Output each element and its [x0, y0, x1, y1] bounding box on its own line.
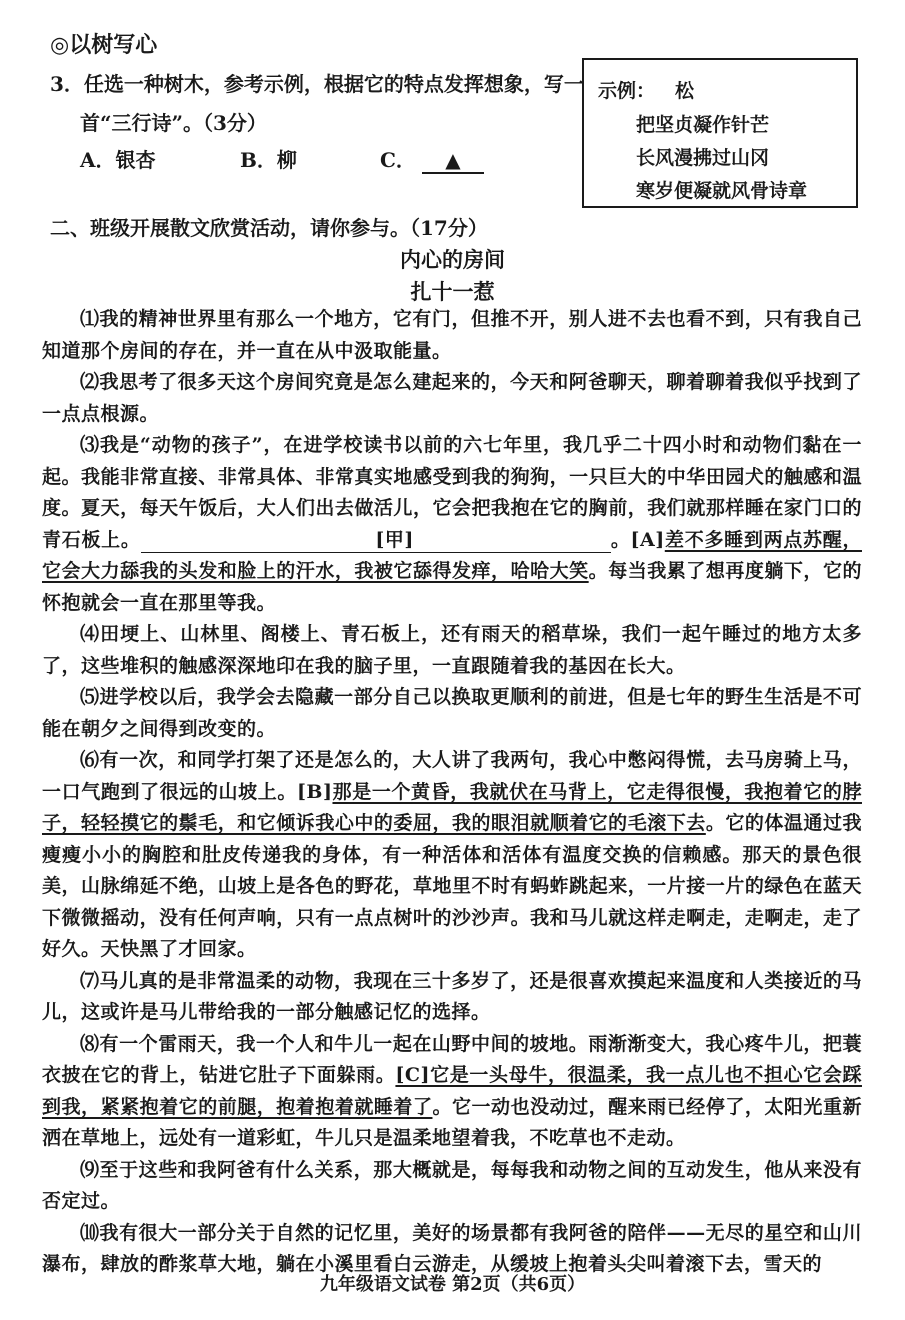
example-tree: 松: [675, 80, 695, 102]
question-3-line-2: 首“三行诗”。（3分）: [80, 111, 267, 135]
blank-jia: [甲]: [141, 528, 611, 553]
paragraph-5: ⑸进学校以后，我学会去隐藏一部分自己以换取更顺利的前进，但是七年的野生生活是不可能在朝夕之间得到改变的。: [42, 686, 862, 740]
example-line-1: 把坚贞凝作针芒: [636, 114, 770, 136]
option-c-label: C．: [380, 148, 416, 172]
option-c: [380, 140, 484, 180]
paragraph-4: ⑷田埂上、山林里、阁楼上、青石板上，还有雨天的稻草垛，我们一起午睡过的地方太多了，这些堆积的触感深深地印在我的脑子里，一直跟随着我的基因在长大。: [42, 623, 862, 677]
example-label: 示例： 松: [598, 80, 695, 102]
example-line-2: 长风漫拂过山冈: [636, 147, 770, 169]
page-footer: 九年级语文试卷 第2页（共6页）: [319, 1274, 586, 1295]
example-box: [582, 58, 858, 208]
paragraph-10: ⑽我有很大一部分关于自然的记忆里，美好的场景都有我阿爸的陪伴——无尽的星空和山川瀑布，肆放的酢浆草大地，躺在小溪里看白云游走，从缓坡上抱着头尖叫着滚下去，雪天的: [42, 1221, 862, 1275]
question-3-line-1: 3．任选一种树木，参考示例，根据它的特点发挥想象，写一: [50, 72, 584, 96]
paragraph-8: ⑻有一个雷雨天，我一个人和牛儿一起在山野中间的坡地。雨渐渐变大，我心疼牛儿，把蓑衣披在它的背上，钻进它肚子下面躲雨。[C]它是一头母牛，很温柔，我一点儿也不担心它会踩到我，紧紧抱着它的前腿，抱着抱着就睡着了。它一动也没动过，醒来雨已经停了，太阳光重新洒在草地上，远处有一道彩虹，牛儿只是温柔地望着我，不吃草也不走动。: [42, 1032, 862, 1149]
paragraph-1: ⑴我的精神世界里有那么一个地方，它有门，但推不开，别人进不去也看不到，只有我自己知道那个房间的存在，并一直在从中汲取能量。: [42, 308, 862, 362]
paragraph-6: ⑹有一次，和同学打架了还是怎么的，大人讲了我两句，我心中憋闷得慌，去马房骑上马，一口气跑到了很远的山坡上。[B]那是一个黄昏，我就伏在马背上，它走得很慢，我抱着它的脖子，轻轻摸它的鬃毛，和它倾诉我心中的委屈，我的眼泪就顺着它的毛滚下去。它的体温通过我瘦瘦小小的胸腔和肚皮传递我的身体，有一种活体和活体有温度交换的信赖感。那天的景色很美，山脉绵延不绝，山坡上是各色的野花，草地里不时有蚂蚱跳起来，一片接一片的绿色在蓝天下微微摇动，没有任何声响，只有一点点树叶的沙沙声。我和马儿就这样走啊走，走啊走，走了好久。天快黑了才回家。: [42, 749, 862, 960]
example-line-3: 寒岁便凝就风骨诗章: [636, 180, 808, 202]
paragraph-3: ⑶我是“动物的孩子”，在进学校读书以前的六七年里，我几乎二十四小时和动物们黏在一起。我能非常直接、非常具体、非常真实地感受到我的狗狗，一只巨大的中华田园犬的触感和温度。夏天，每天午饭后，大人们出去做活儿，它会把我抱在它的胸前，我们就那样睡在家门口的青石板上。 [甲] 。[A]差不多睡到两点苏醒，它会大力舔我的头发和脸上的汗水，我被它舔得发痒，哈哈大笑。每当我累了想再度躺下，它的怀抱就会一直在那里等我。: [42, 434, 862, 614]
paragraph-9: ⑼至于这些和我阿爸有什么关系，那大概就是，每每我和动物之间的互动发生，他从来没有否定过。: [42, 1158, 862, 1212]
essay-author: 扎十一惹: [410, 279, 495, 304]
part-2-title: 二、班级开展散文欣赏活动，请你参与。（17分）: [50, 216, 488, 240]
essay-body: [42, 304, 862, 1281]
option-b: B．柳: [240, 148, 297, 172]
underlined-sentence-c: [C]它是一头母牛，很温柔，我一点儿也不担心它会踩到我，紧紧抱着它的前腿，抱着抱着就睡着了: [42, 1064, 862, 1118]
essay-title: 内心的房间: [400, 247, 505, 272]
paragraph-2: ⑵我思考了很多天这个房间究竟是怎么建起来的，今天和阿爸聊天，聊着聊着我似乎找到了一点点根源。: [42, 371, 862, 425]
section-title: ◎以树写心: [50, 32, 158, 58]
underlined-sentence-b: 那是一个黄昏，我就伏在马背上，它走得很慢，我抱着它的脖子，轻轻摸它的鬃毛，和它倾诉我心中的委屈，我的眼泪就顺着它的毛滚下去: [42, 780, 862, 834]
underlined-sentence-a: 差不多睡到两点苏醒，它会大力舔我的头发和脸上的汗水，我被它舔得发痒，哈哈大笑: [42, 528, 862, 582]
option-a: A．银杏: [80, 148, 156, 172]
option-c-blank: ▲: [422, 148, 484, 174]
paragraph-7: ⑺马儿真的是非常温柔的动物，我现在三十多岁了，还是很喜欢摸起来温度和人类接近的马儿，这或许是马儿带给我的一部分触感记忆的选择。: [42, 969, 862, 1023]
